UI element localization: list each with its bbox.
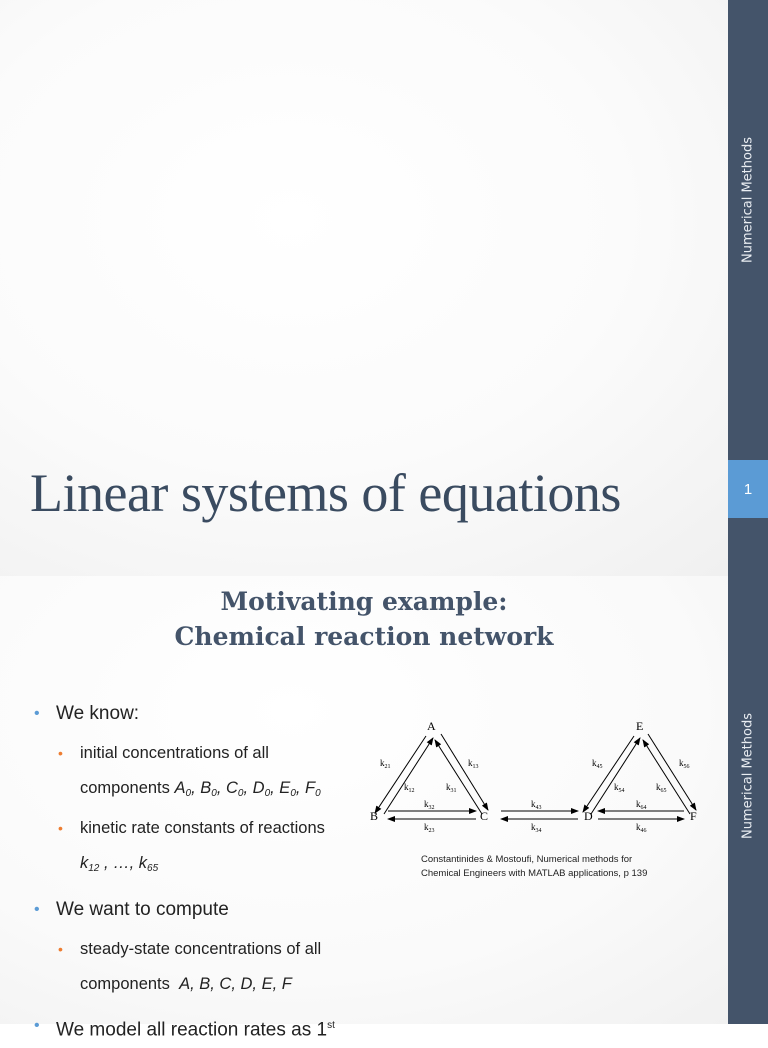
slide-title [0,584,728,654]
bullet-dot-icon: • [34,705,40,722]
components-line-2: components A, B, C, D, E, F [80,975,292,993]
svg-text:k31: $k_{31}$ [446,782,457,794]
node-A: A [427,719,436,733]
bullet-want: • We want to compute [34,892,364,932]
svg-text:k12: $k_{12}$ [404,782,415,794]
svg-text:k43: $k_{43}$ [531,799,542,811]
node-C: C [480,809,489,823]
diagram-caption: Constantinides & Mostoufi, Numerical methods for Chemical Engineers with MATLAB applications, p 139 [421,854,648,879]
page-number: 1 [728,460,768,518]
svg-text:k32: $k_{32}$ [424,799,435,811]
slide-2 [0,576,768,1041]
svg-text:k45: $k_{45}$ [592,758,603,770]
k-range: $k_{12}$ , …, $k_{65}$ [80,854,159,874]
node-D: D [584,809,593,823]
side-label: Numerical Methods [740,713,756,839]
svg-text:k21: $k_{21}$ [380,758,391,770]
bullet-list [34,696,364,1048]
components-line: components $A_0$, $B_0$, $C_0$, $D_0$, $E_0$, $F_0$ [80,779,321,799]
sub-bullet-steady: • steady-state concentrations of all components A, B, C, D, E, F [34,932,364,1002]
sub-bullet-initial: • initial concentrations of all components $A_0$, $B_0$, $C_0$, $D_0$, $E_0$, $F_0$ [34,736,364,811]
bullet-model: • We model all reaction rates as 1st [34,1008,364,1048]
node-F: F [690,809,697,823]
svg-text:k54: $k_{54}$ [614,782,625,794]
node-B: B [370,809,379,823]
slide-title: Linear systems of equations [30,463,621,523]
bullet-we-know: • We know: [34,696,364,736]
svg-text:k65: $k_{65}$ [656,782,667,794]
bullet-dot-icon: • [58,745,63,761]
svg-text:k13: $k_{13}$ [468,758,479,770]
bullet-dot-icon: • [34,901,40,918]
svg-text:k46: $k_{46}$ [636,822,647,834]
bullet-dot-icon: • [58,820,63,836]
svg-text:k23: $k_{23}$ [424,822,435,834]
bullet-dot-icon: • [34,1017,40,1034]
title-line-1: Motivating example: [220,587,508,616]
sub-bullet-kinetic: • kinetic rate constants of reactions $k_{12}$ , …, $k_{65}$ [34,811,364,886]
reaction-network-diagram [366,716,706,846]
bullet-dot-icon: • [58,941,63,957]
svg-text:k34: $k_{34}$ [531,822,542,834]
node-E: E [636,719,644,733]
title-line-2: Chemical reaction network [174,622,554,651]
side-band [728,576,768,1024]
svg-text:k56: $k_{56}$ [679,758,690,770]
side-label: Numerical Methods [740,137,756,263]
svg-text:k64: $k_{64}$ [636,799,647,811]
